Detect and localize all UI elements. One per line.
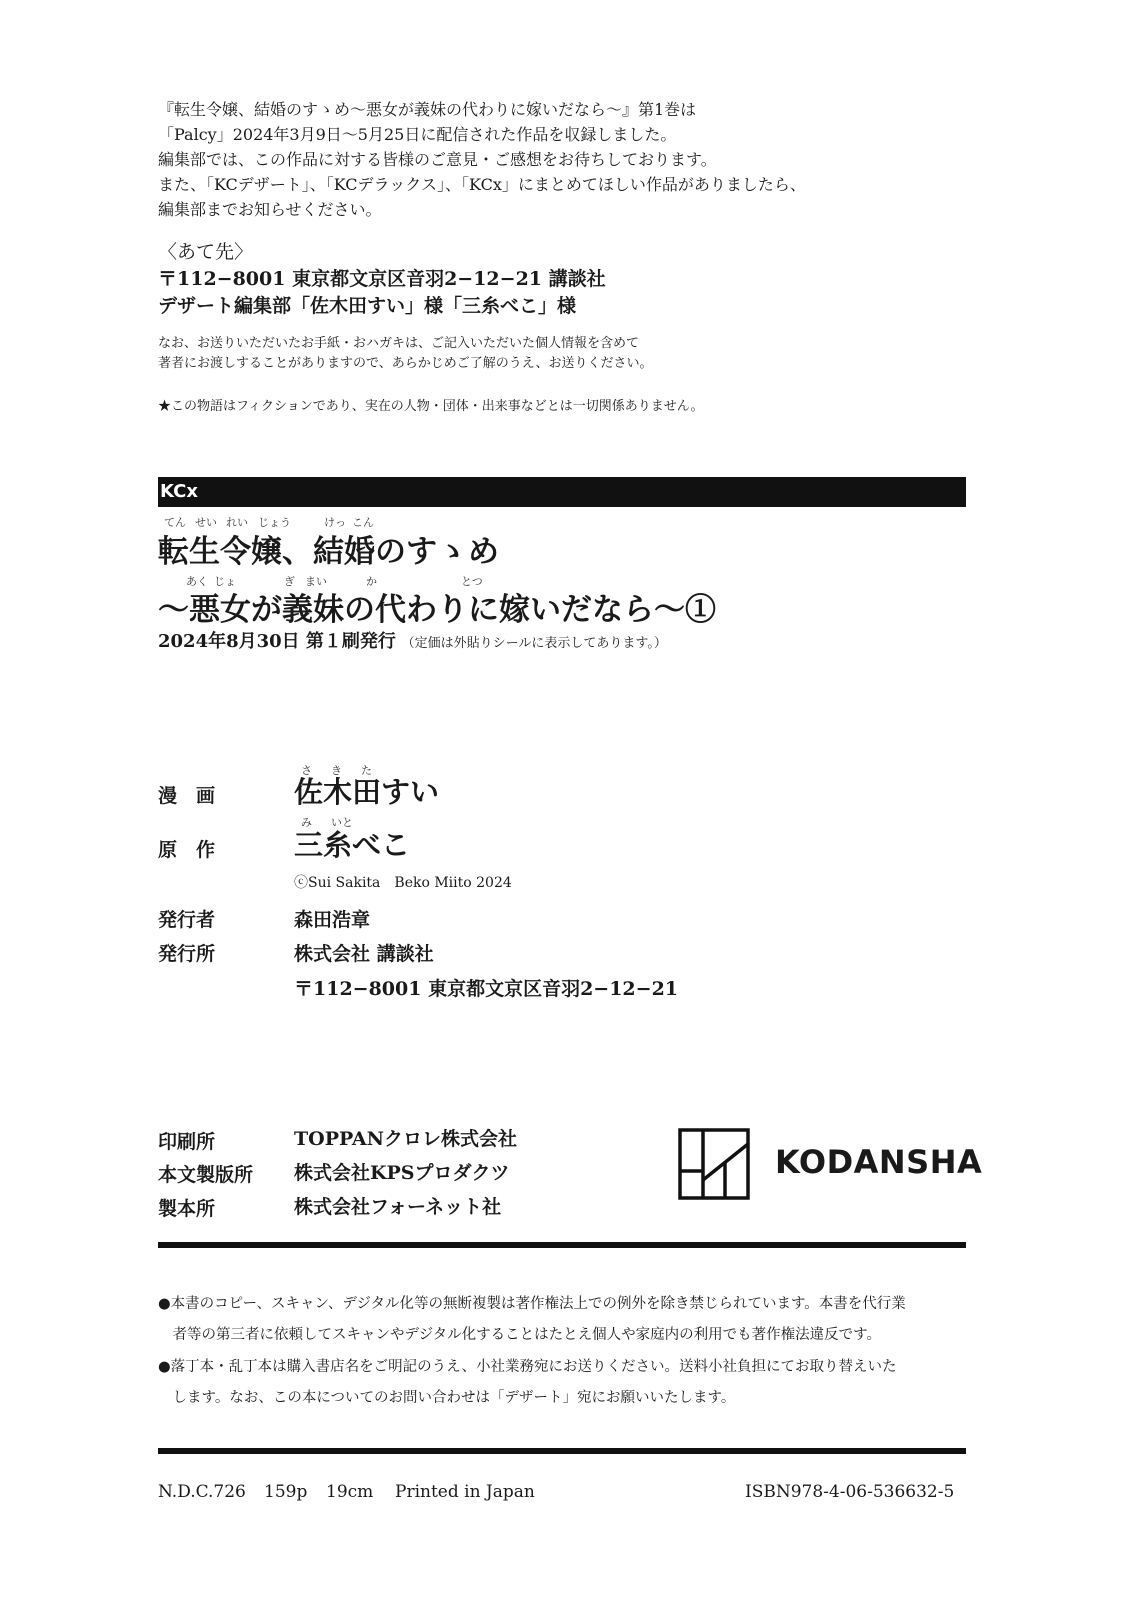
- title-ruby: じょ: [214, 575, 236, 588]
- publisher-label: 発行者: [158, 909, 216, 931]
- fiction-note: ★この物語はフィクションであり、実在の人物・団体・出来事などとは一切関係ありません。: [158, 399, 704, 414]
- divider-bottom: [158, 1448, 966, 1454]
- manga-name: 佐木田すい: [294, 775, 440, 809]
- title-ruby: まい: [305, 575, 327, 588]
- title-ruby: こん: [352, 516, 374, 529]
- printer-value: TOPPANクロレ株式会社: [294, 1128, 517, 1150]
- publishing-house-label: 発行所: [158, 943, 216, 965]
- plate-maker-label: 本文製版所: [158, 1164, 254, 1186]
- address-line-2: デザート編集部「佐木田すい」様「三糸べこ」様: [158, 295, 577, 317]
- address-heading: 〈あて先〉: [158, 241, 254, 263]
- label-text: KCx: [160, 481, 198, 502]
- title-ruby: れい: [226, 516, 248, 529]
- manga-label: 漫 画: [158, 785, 216, 807]
- publisher-value: 森田浩章: [294, 909, 371, 931]
- footer-ndc: N.D.C.726: [158, 1482, 246, 1502]
- legal-line-2: 者等の第三者に依頼してスキャンやデジタル化することはたとえ個人や家庭内の利用でも著作権法違反です。: [158, 1327, 881, 1343]
- manga-ruby: さ: [301, 764, 312, 777]
- title-ruby: せい: [195, 516, 217, 529]
- binder-label: 製本所: [158, 1198, 216, 1220]
- address-note-1: なお、お送りいただいたお手紙・おハガキは、ご記入いただいた個人情報を含めて: [158, 336, 640, 351]
- original-ruby: いと: [331, 816, 353, 829]
- plate-maker-value: 株式会社KPSプロダクツ: [294, 1162, 510, 1184]
- legal-line-3: ●落丁本・乱丁本は購入書店名をご明記のうえ、小社業務宛にお送りください。送料小社負担にてお取り替えいた: [158, 1359, 897, 1375]
- title-ruby: てん: [164, 516, 186, 529]
- title-ruby: ぎ: [284, 575, 295, 588]
- title-ruby: あく: [186, 575, 208, 588]
- intro-line-2: 「Palcy」2024年3月9日〜5月25日に配信された作品を収録しました。: [158, 125, 677, 144]
- footer-isbn: ISBN978-4-06-536632-5: [745, 1482, 955, 1502]
- manga-ruby: た: [361, 764, 372, 777]
- label-banner: [158, 477, 966, 507]
- edition-date: 2024年8月30日 第１刷発行: [158, 631, 396, 652]
- binder-value: 株式会社フォーネット社: [294, 1196, 502, 1218]
- intro-line-5: 編集部までお知らせください。: [158, 200, 382, 219]
- title-line-1: 転生令嬢、結婚のすゝめ: [158, 534, 499, 570]
- title-ruby: か: [366, 575, 377, 588]
- intro-line-4: また、「KCデザート」、「KCデラックス」、「KCx」にまとめてほしい作品がありましたら、: [158, 175, 806, 194]
- footer-size: 19cm: [326, 1482, 374, 1502]
- legal-line-4: します。なお、この本についてのお問い合わせは「デザート」宛にお願いいたします。: [158, 1390, 736, 1406]
- intro-line-3: 編集部では、この作品に対する皆様のご意見・ご感想をお待ちしております。: [158, 150, 717, 169]
- footer-printed: Printed in Japan: [395, 1482, 535, 1502]
- footer-pages: 159p: [264, 1482, 308, 1502]
- title-ruby: とつ: [461, 575, 483, 588]
- title-ruby: じょう: [258, 516, 291, 529]
- edition-price-note: （定価は外貼りシールに表示してあります。）: [401, 636, 667, 651]
- original-label: 原 作: [158, 839, 216, 861]
- manga-ruby: き: [331, 764, 342, 777]
- printer-label: 印刷所: [158, 1131, 216, 1153]
- title-ruby: けっ: [324, 516, 346, 529]
- address-note-2: 著者にお渡しすることがありますので、あらかじめご了解のうえ、お送りください。: [158, 356, 653, 371]
- original-name: 三糸べこ: [294, 828, 411, 862]
- original-ruby: み: [301, 816, 312, 829]
- address-line-1: 〒112−8001 東京都文京区音羽2−12−21 講談社: [158, 268, 606, 290]
- kodansha-logo-mark: [678, 1128, 750, 1200]
- copyright: ⓒSui Sakita Beko Miito 2024: [294, 875, 512, 891]
- legal-line-1: ●本書のコピー、スキャン、デジタル化等の無断複製は著作権法上での例外を除き禁じられています。本書を代行業: [158, 1296, 906, 1312]
- edition-line: [158, 627, 667, 653]
- intro-line-1: 『転生令嬢、結婚のすゝめ〜悪女が義妹の代わりに嫁いだなら〜』第1巻は: [158, 100, 697, 119]
- publishing-house-value: 株式会社 講談社: [294, 943, 434, 965]
- kodansha-logo-text: KODANSHA: [775, 1143, 983, 1181]
- publisher-address: 〒112−8001 東京都文京区音羽2−12−21: [294, 978, 679, 1000]
- divider-top: [158, 1242, 966, 1248]
- title-line-2: 〜悪女が義妹の代わりに嫁いだなら〜①: [158, 592, 716, 628]
